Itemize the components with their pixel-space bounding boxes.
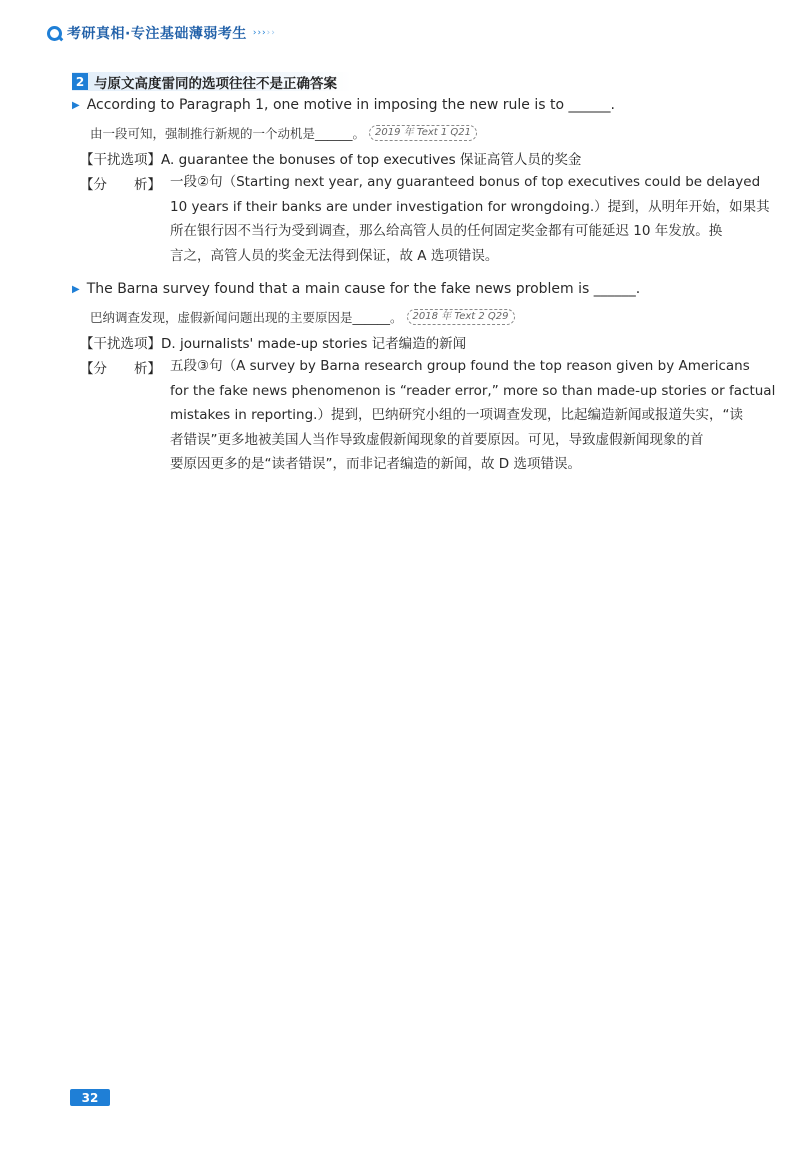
source-tag: 2018 年 Text 2 Q29 <box>407 309 515 325</box>
search-logo-icon <box>47 26 62 41</box>
question-en: ▶ According to Paragraph 1, one motive in imposing the new rule is to ______. <box>72 97 615 113</box>
section-title: 与原文高度雷同的选项往往不是正确答案 <box>94 75 337 92</box>
section-heading <box>72 72 351 91</box>
question-en: ▶ The Barna survey found that a main cause for the fake news problem is ______. <box>72 281 641 297</box>
source-tag: 2019 年 Text 1 Q21 <box>369 125 477 141</box>
page-number: 32 <box>70 1089 110 1106</box>
analysis-label: 【分 析】 <box>80 361 161 377</box>
analysis-paragraph: 五段③句（A survey by Barna research group found the top reason given by Americans for the fake news phenomenon is “reader error,” more so than made-up stories or factual mistakes in reporting.）提到，巴纳研究小组的一项调查发现，比起编造新闻或报道失实，“读 者错误”更多地被美国人当作导致虚假新闻现象的首要原因。可见，导致虚假新闻现象的首 要原因更多的是“读者错误”，而非记者编造的新闻，故 D 选项错误。 <box>170 358 776 472</box>
question-cn: 巴纳调查发现，虚假新闻问题出现的主要原因是______。 2018 年 Text 2 Q29 <box>90 308 515 326</box>
analysis-paragraph: 一段②句（Starting next year, any guaranteed bonus of top executives could be delayed 10 years if their banks are under investigation for wrongdoing.）提到，从明年开始，如果其 所在银行因不当行为受到调查，那么给高管人员的任何固定奖金都有可能延迟 10 年发放。换 言之，高管人员的奖金无法得到保证，故 A 选项错误。 <box>170 174 770 264</box>
distractor-option: 【干扰选项】D. journalists' made-up stories 记者编造的新闻 <box>80 336 467 352</box>
page-header <box>47 22 276 44</box>
triangle-bullet-icon: ▶ <box>72 99 80 111</box>
analysis-label: 【分 析】 <box>80 177 161 193</box>
question-cn: 由一段可知，强制推行新规的一个动机是______。 2019 年 Text 1 Q21 <box>90 124 477 142</box>
header-arrows-icon: ››››› <box>252 28 276 38</box>
section-number-badge: 2 <box>72 73 88 90</box>
header-title: 考研真相·专注基础薄弱考生 <box>67 26 247 42</box>
triangle-bullet-icon: ▶ <box>72 283 80 295</box>
distractor-option: 【干扰选项】A. guarantee the bonuses of top executives 保证高管人员的奖金 <box>80 152 582 168</box>
